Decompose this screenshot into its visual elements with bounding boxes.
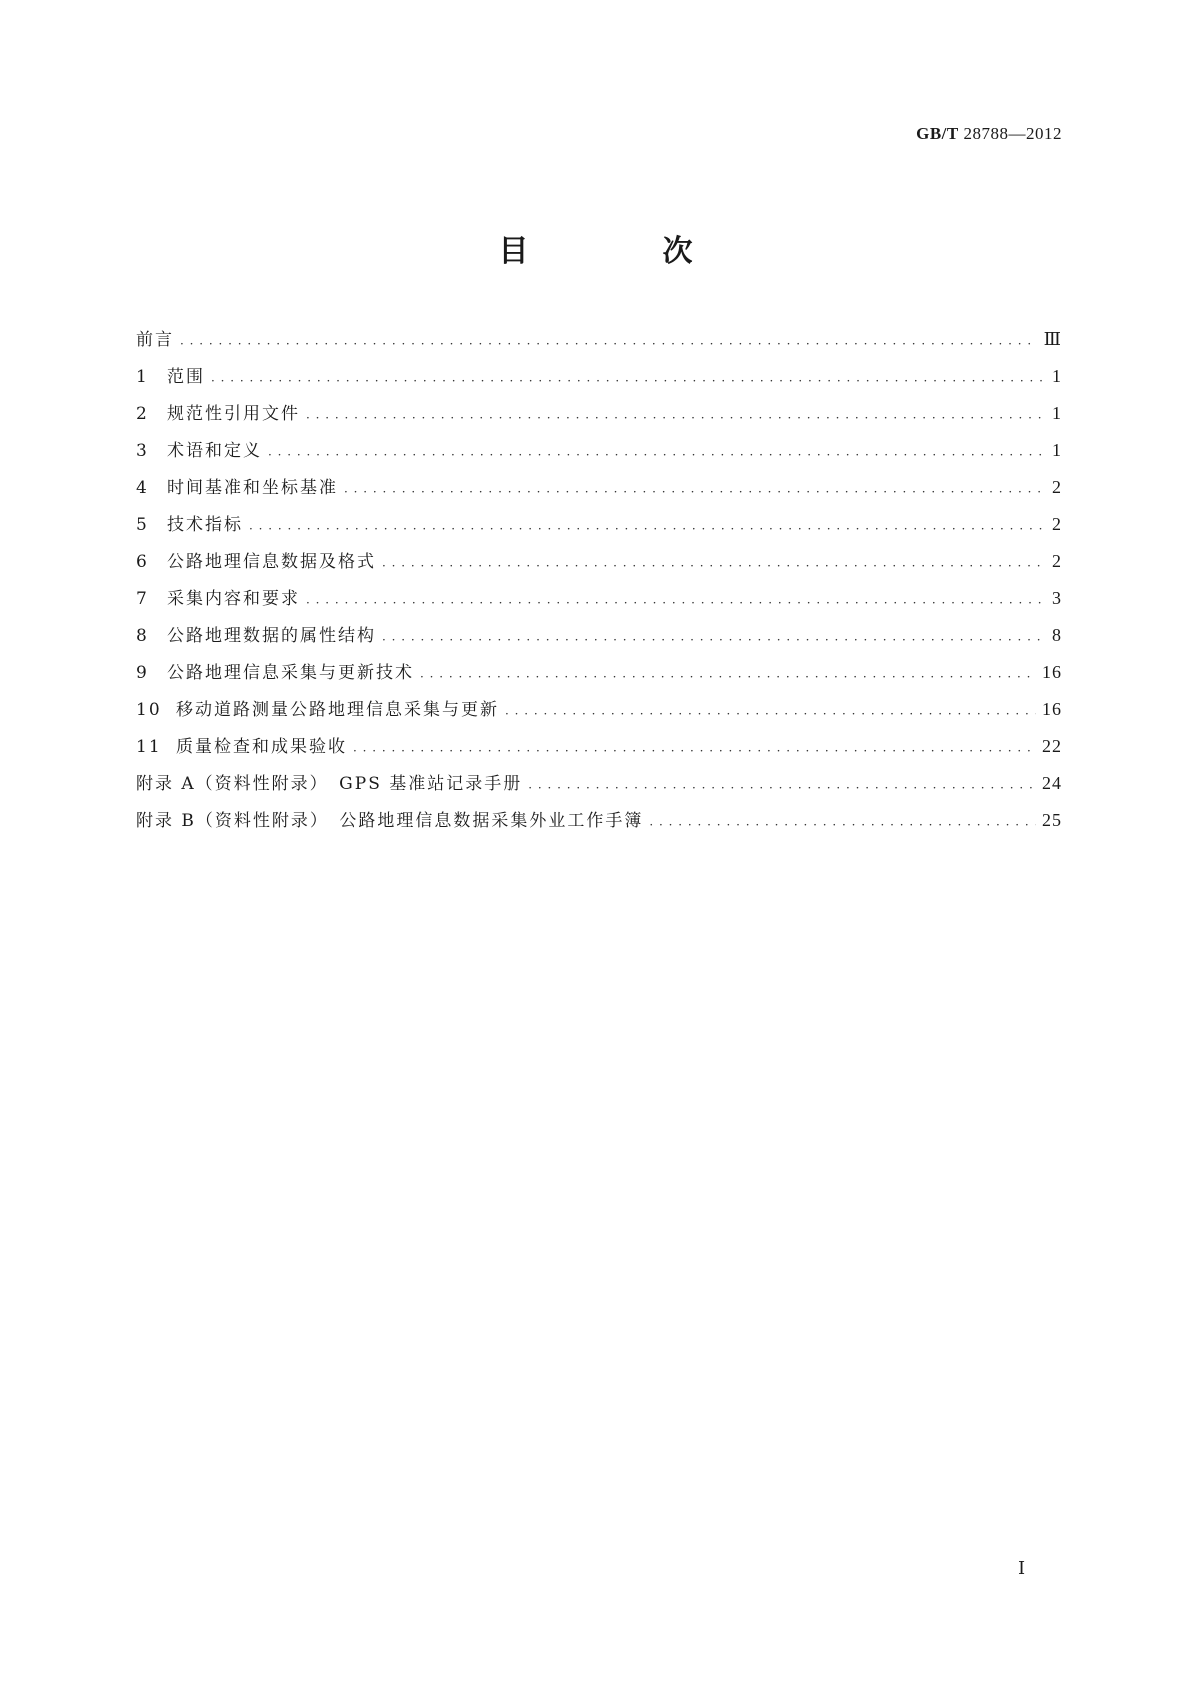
toc-entry-page: 24 <box>1042 773 1062 793</box>
toc-entry-page: 1 <box>1052 366 1062 386</box>
toc-leader-dots <box>344 486 1046 498</box>
toc-entry-label: 公路地理信息数据及格式 <box>167 552 376 572</box>
toc-entry-page: 16 <box>1042 662 1062 682</box>
toc-entry-label: 移动道路测量公路地理信息采集与更新 <box>176 700 499 720</box>
toc-entry-page: 25 <box>1042 810 1062 830</box>
toc-entry-number: 11 <box>136 737 162 757</box>
toc-entry-5[interactable] <box>136 510 1062 547</box>
standard-prefix: GB/T <box>916 124 959 143</box>
toc-entry-1[interactable] <box>136 362 1062 399</box>
toc-entry-10[interactable] <box>136 695 1062 732</box>
toc-entry-number: 8 <box>136 626 149 646</box>
toc-leader-dots <box>211 375 1046 387</box>
toc-leader-dots <box>382 634 1046 646</box>
toc-entry-number: 7 <box>136 589 149 609</box>
toc-entry-label: 公路地理信息采集与更新技术 <box>167 663 414 683</box>
toc-entry-page: 2 <box>1052 551 1062 571</box>
toc-entry-8[interactable] <box>136 621 1062 658</box>
toc-entry-page: 1 <box>1052 403 1062 423</box>
toc-leader-dots <box>353 745 1036 757</box>
toc-entry-page: 22 <box>1042 736 1062 756</box>
toc-entry-number: 10 <box>136 700 162 720</box>
toc-entry-label: 技术指标 <box>167 515 243 535</box>
toc-entry-label: 术语和定义 <box>167 441 262 461</box>
toc-entry-label: 时间基准和坐标基准 <box>167 478 338 498</box>
toc-entry-label: 公路地理数据的属性结构 <box>167 626 376 646</box>
toc-entry-page: 1 <box>1052 440 1062 460</box>
toc-leader-dots <box>649 819 1036 831</box>
toc-entry-label: 附录 A（资料性附录） GPS 基准站记录手册 <box>136 774 523 794</box>
toc-entry-9[interactable] <box>136 658 1062 695</box>
toc-entry-appendix-b[interactable] <box>136 806 1062 843</box>
toc-entry-label: 质量检查和成果验收 <box>176 737 347 757</box>
toc-leader-dots <box>249 523 1046 535</box>
toc-entry-appendix-a[interactable] <box>136 769 1062 806</box>
toc-entry-number: 9 <box>136 663 149 683</box>
toc-entry-number: 4 <box>136 478 149 498</box>
toc-entry-label: 范围 <box>167 367 205 387</box>
toc-entry-4[interactable] <box>136 473 1062 510</box>
toc-entry-number: 1 <box>136 367 149 387</box>
toc-entry-page: 8 <box>1052 625 1062 645</box>
toc-entry-foreword[interactable] <box>136 325 1062 362</box>
standard-code <box>916 124 1062 144</box>
toc-title: 目 次 <box>498 234 745 269</box>
toc-leader-dots <box>268 449 1046 461</box>
toc-entry-3[interactable] <box>136 436 1062 473</box>
toc-entry-6[interactable] <box>136 547 1062 584</box>
toc-leader-dots <box>306 597 1046 609</box>
toc-entry-page: 3 <box>1052 588 1062 608</box>
toc-leader-dots <box>528 782 1036 794</box>
toc-leader-dots <box>306 412 1046 424</box>
toc-leader-dots <box>420 671 1036 683</box>
standard-number: 28788—2012 <box>963 124 1062 143</box>
toc-entry-number: 3 <box>136 441 149 461</box>
toc-entry-label: 规范性引用文件 <box>167 404 300 424</box>
table-of-contents <box>136 325 1062 843</box>
toc-entry-2[interactable] <box>136 399 1062 436</box>
toc-entry-page: 2 <box>1052 477 1062 497</box>
toc-leader-dots <box>505 708 1036 720</box>
page-number: Ⅰ <box>1018 1558 1026 1578</box>
toc-entry-label: 采集内容和要求 <box>167 589 300 609</box>
toc-entry-11[interactable] <box>136 732 1062 769</box>
toc-entry-number: 2 <box>136 404 149 424</box>
toc-entry-number: 6 <box>136 552 149 572</box>
toc-leader-dots <box>382 560 1046 572</box>
toc-entry-page: 2 <box>1052 514 1062 534</box>
toc-entry-7[interactable] <box>136 584 1062 621</box>
toc-entry-label: 前言 <box>136 330 174 350</box>
toc-leader-dots <box>180 338 1038 350</box>
toc-entry-page: Ⅲ <box>1043 329 1062 349</box>
toc-entry-page: 16 <box>1042 699 1062 719</box>
toc-entry-label: 附录 B（资料性附录） 公路地理信息数据采集外业工作手簿 <box>136 811 644 831</box>
toc-entry-number: 5 <box>136 515 149 535</box>
